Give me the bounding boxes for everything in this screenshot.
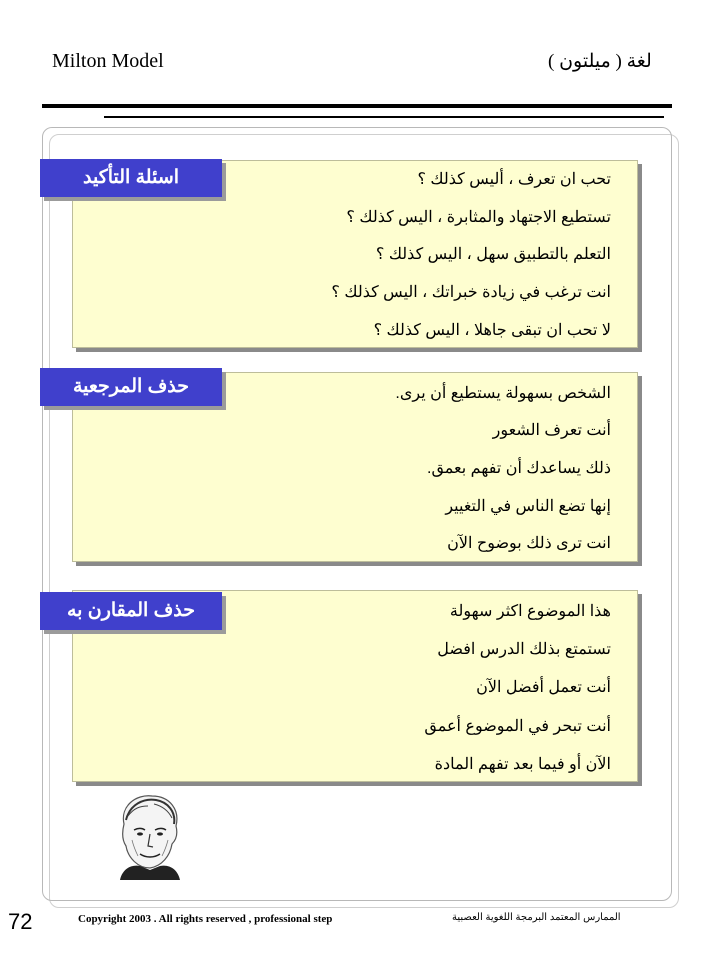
list-item: الآن أو فيما بعد تفهم المادة — [434, 756, 611, 773]
milton-erickson-portrait — [110, 790, 190, 880]
footer-arabic-text: الممارس المعتمد البرمجة اللغوية العصبية — [452, 912, 621, 923]
list-item: ذلك يساعدك أن تفهم بعمق. — [427, 460, 611, 477]
section-label-confirmation: اسئلة التأكيد — [40, 159, 222, 197]
header-title-arabic: لغة ( ميلتون ) — [548, 51, 652, 72]
list-item: أنت تعمل أفضل الآن — [476, 679, 611, 696]
list-item: أنت تعرف الشعور — [492, 422, 611, 439]
list-item: هذا الموضوع اكثر سهولة — [449, 603, 611, 620]
list-item: التعلم بالتطبيق سهل ، اليس كذلك ؟ — [375, 246, 611, 263]
list-item: إنها تضع الناس في التغيير — [445, 498, 611, 515]
list-item: تستطيع الاجتهاد والمثابرة ، اليس كذلك ؟ — [346, 209, 611, 226]
list-item: أنت تبحر في الموضوع أعمق — [424, 718, 611, 735]
header-rule-thick — [42, 104, 672, 108]
list-item: تستمتع بذلك الدرس افضل — [437, 641, 611, 658]
copyright-text: Copyright 2003 . All rights reserved , professional step — [78, 913, 333, 925]
list-item: الشخص بسهولة يستطيع أن يرى. — [395, 385, 611, 402]
list-item: لا تحب ان تبقى جاهلا ، اليس كذلك ؟ — [373, 322, 611, 339]
list-item: انت ترغب في زيادة خبراتك ، اليس كذلك ؟ — [331, 284, 611, 301]
header-title-english: Milton Model — [52, 50, 164, 72]
section-label-reference-deletion: حذف المرجعية — [40, 368, 222, 406]
list-item: تحب ان تعرف ، أليس كذلك ؟ — [417, 171, 611, 188]
page-number: 72 — [8, 909, 33, 934]
header-rule-thin — [104, 116, 664, 118]
list-item: انت ترى ذلك بوضوح الآن — [447, 535, 611, 552]
section-label-comparative-deletion: حذف المقارن به — [40, 592, 222, 630]
